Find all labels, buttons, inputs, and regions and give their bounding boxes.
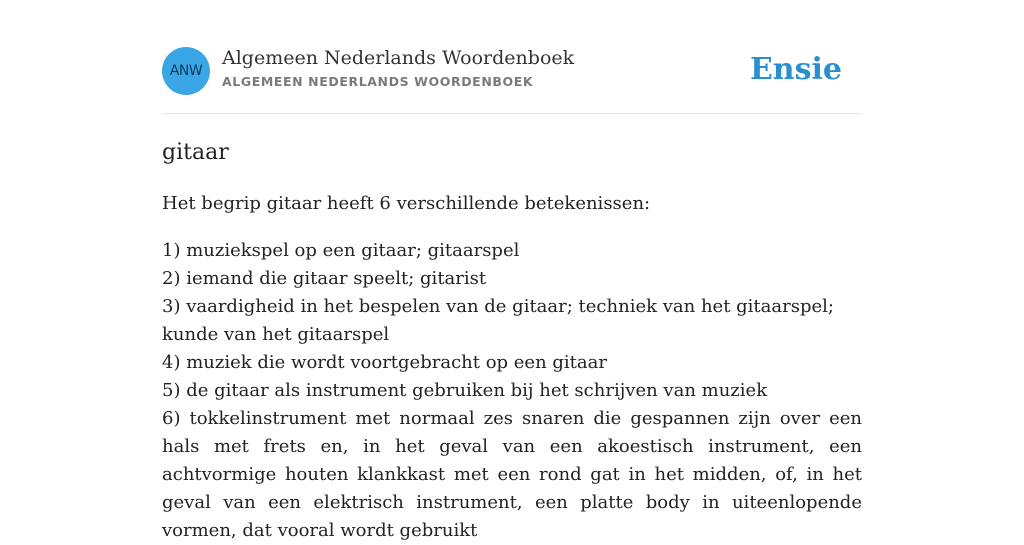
dictionary-subtitle: ALGEMEEN NEDERLANDS WOORDENBOEK <box>222 74 534 89</box>
dictionary-title[interactable]: Algemeen Nederlands Woordenboek <box>222 47 575 69</box>
intro-text: Het begrip gitaar heeft 6 verschillende betekenissen: <box>162 193 651 214</box>
ensie-logo[interactable]: Ensie <box>749 52 842 87</box>
meaning-item: 3) vaardigheid in het bespelen van de gitaar; techniek van het gitaarspel; kunde van het gitaarspel <box>162 296 834 345</box>
site-header <box>162 46 862 96</box>
meaning-item: 6) tokkelinstrument met normaal zes snaren die gespannen zijn over een hals met frets en, in het geval van een akoestisch instrument, een achtvormige houten klankkast met een rond gat in het midden, of, in het geval van een elektrisch instrument, een platte body in uiteenlopende vormen, dat vooral wordt gebruikt <box>162 408 862 541</box>
header-divider <box>162 113 862 114</box>
anw-logo[interactable]: ANW <box>162 47 210 95</box>
meanings-list <box>162 237 862 545</box>
meaning-item: 5) de gitaar als instrument gebruiken bij het schrijven van muziek <box>162 380 768 401</box>
page <box>162 0 862 541</box>
meaning-item: 1) muziekspel op een gitaar; gitaarspel <box>162 240 520 261</box>
meaning-item: 2) iemand die gitaar speelt; gitarist <box>162 268 487 289</box>
meaning-item: 4) muziek die wordt voortgebracht op een gitaar <box>162 352 607 373</box>
page-title: gitaar <box>162 140 229 165</box>
